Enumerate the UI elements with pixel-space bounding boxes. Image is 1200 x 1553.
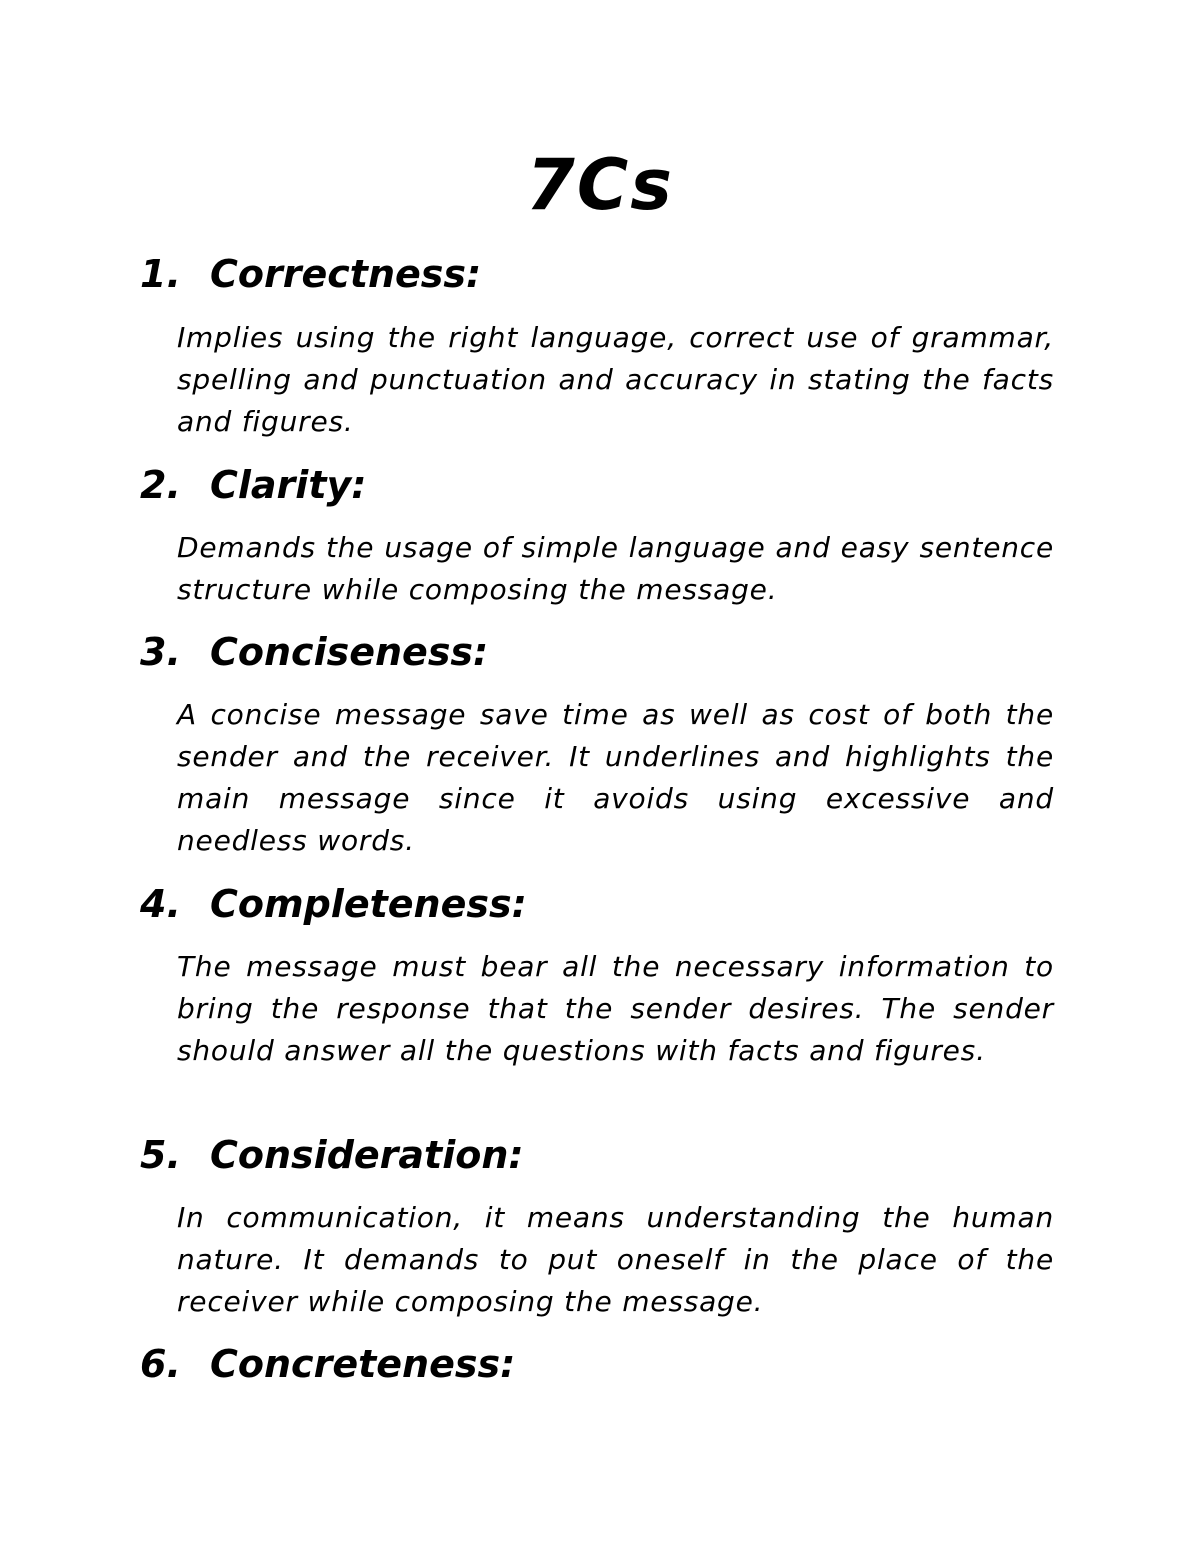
item-body-consideration: In communication, it means understanding the human nature. It demands to put oneself in the place of the receiver while composing the message. [177,1201,1054,1318]
item-number: 4. [140,882,181,926]
item-heading-completeness [140,880,527,928]
item-heading-consideration [140,1131,524,1179]
item-title: Concreteness: [210,1342,516,1386]
item-heading-concreteness [140,1340,515,1388]
item-title: Correctness: [210,252,482,296]
item-number: 2. [140,463,181,507]
item-title: Completeness: [210,882,527,926]
item-heading-clarity [140,461,366,509]
item-number: 5. [140,1133,181,1177]
item-body-clarity: Demands the usage of simple language and easy sentence structure while composing the message. [177,531,1054,606]
item-title: Consideration: [210,1133,524,1177]
item-number: 1. [140,252,181,296]
item-number: 6. [140,1342,181,1386]
item-body-conciseness: A concise message save time as well as cost of both the sender and the receiver. It underlines and highlights the main message since it avoids using excessive and needless words. [177,698,1054,857]
item-heading-conciseness [140,628,488,676]
item-title: Conciseness: [210,630,489,674]
item-body-completeness: The message must bear all the necessary information to bring the response that the sender desires. The sender should answer all the questions with facts and figures. [177,950,1054,1067]
item-heading-correctness [140,250,481,298]
item-body-correctness: Implies using the right language, correct use of grammar, spelling and punctuation and accuracy in stating the facts and figures. [177,321,1054,438]
document-title: 7Cs [526,144,674,226]
item-number: 3. [140,630,181,674]
item-title: Clarity: [210,463,367,507]
